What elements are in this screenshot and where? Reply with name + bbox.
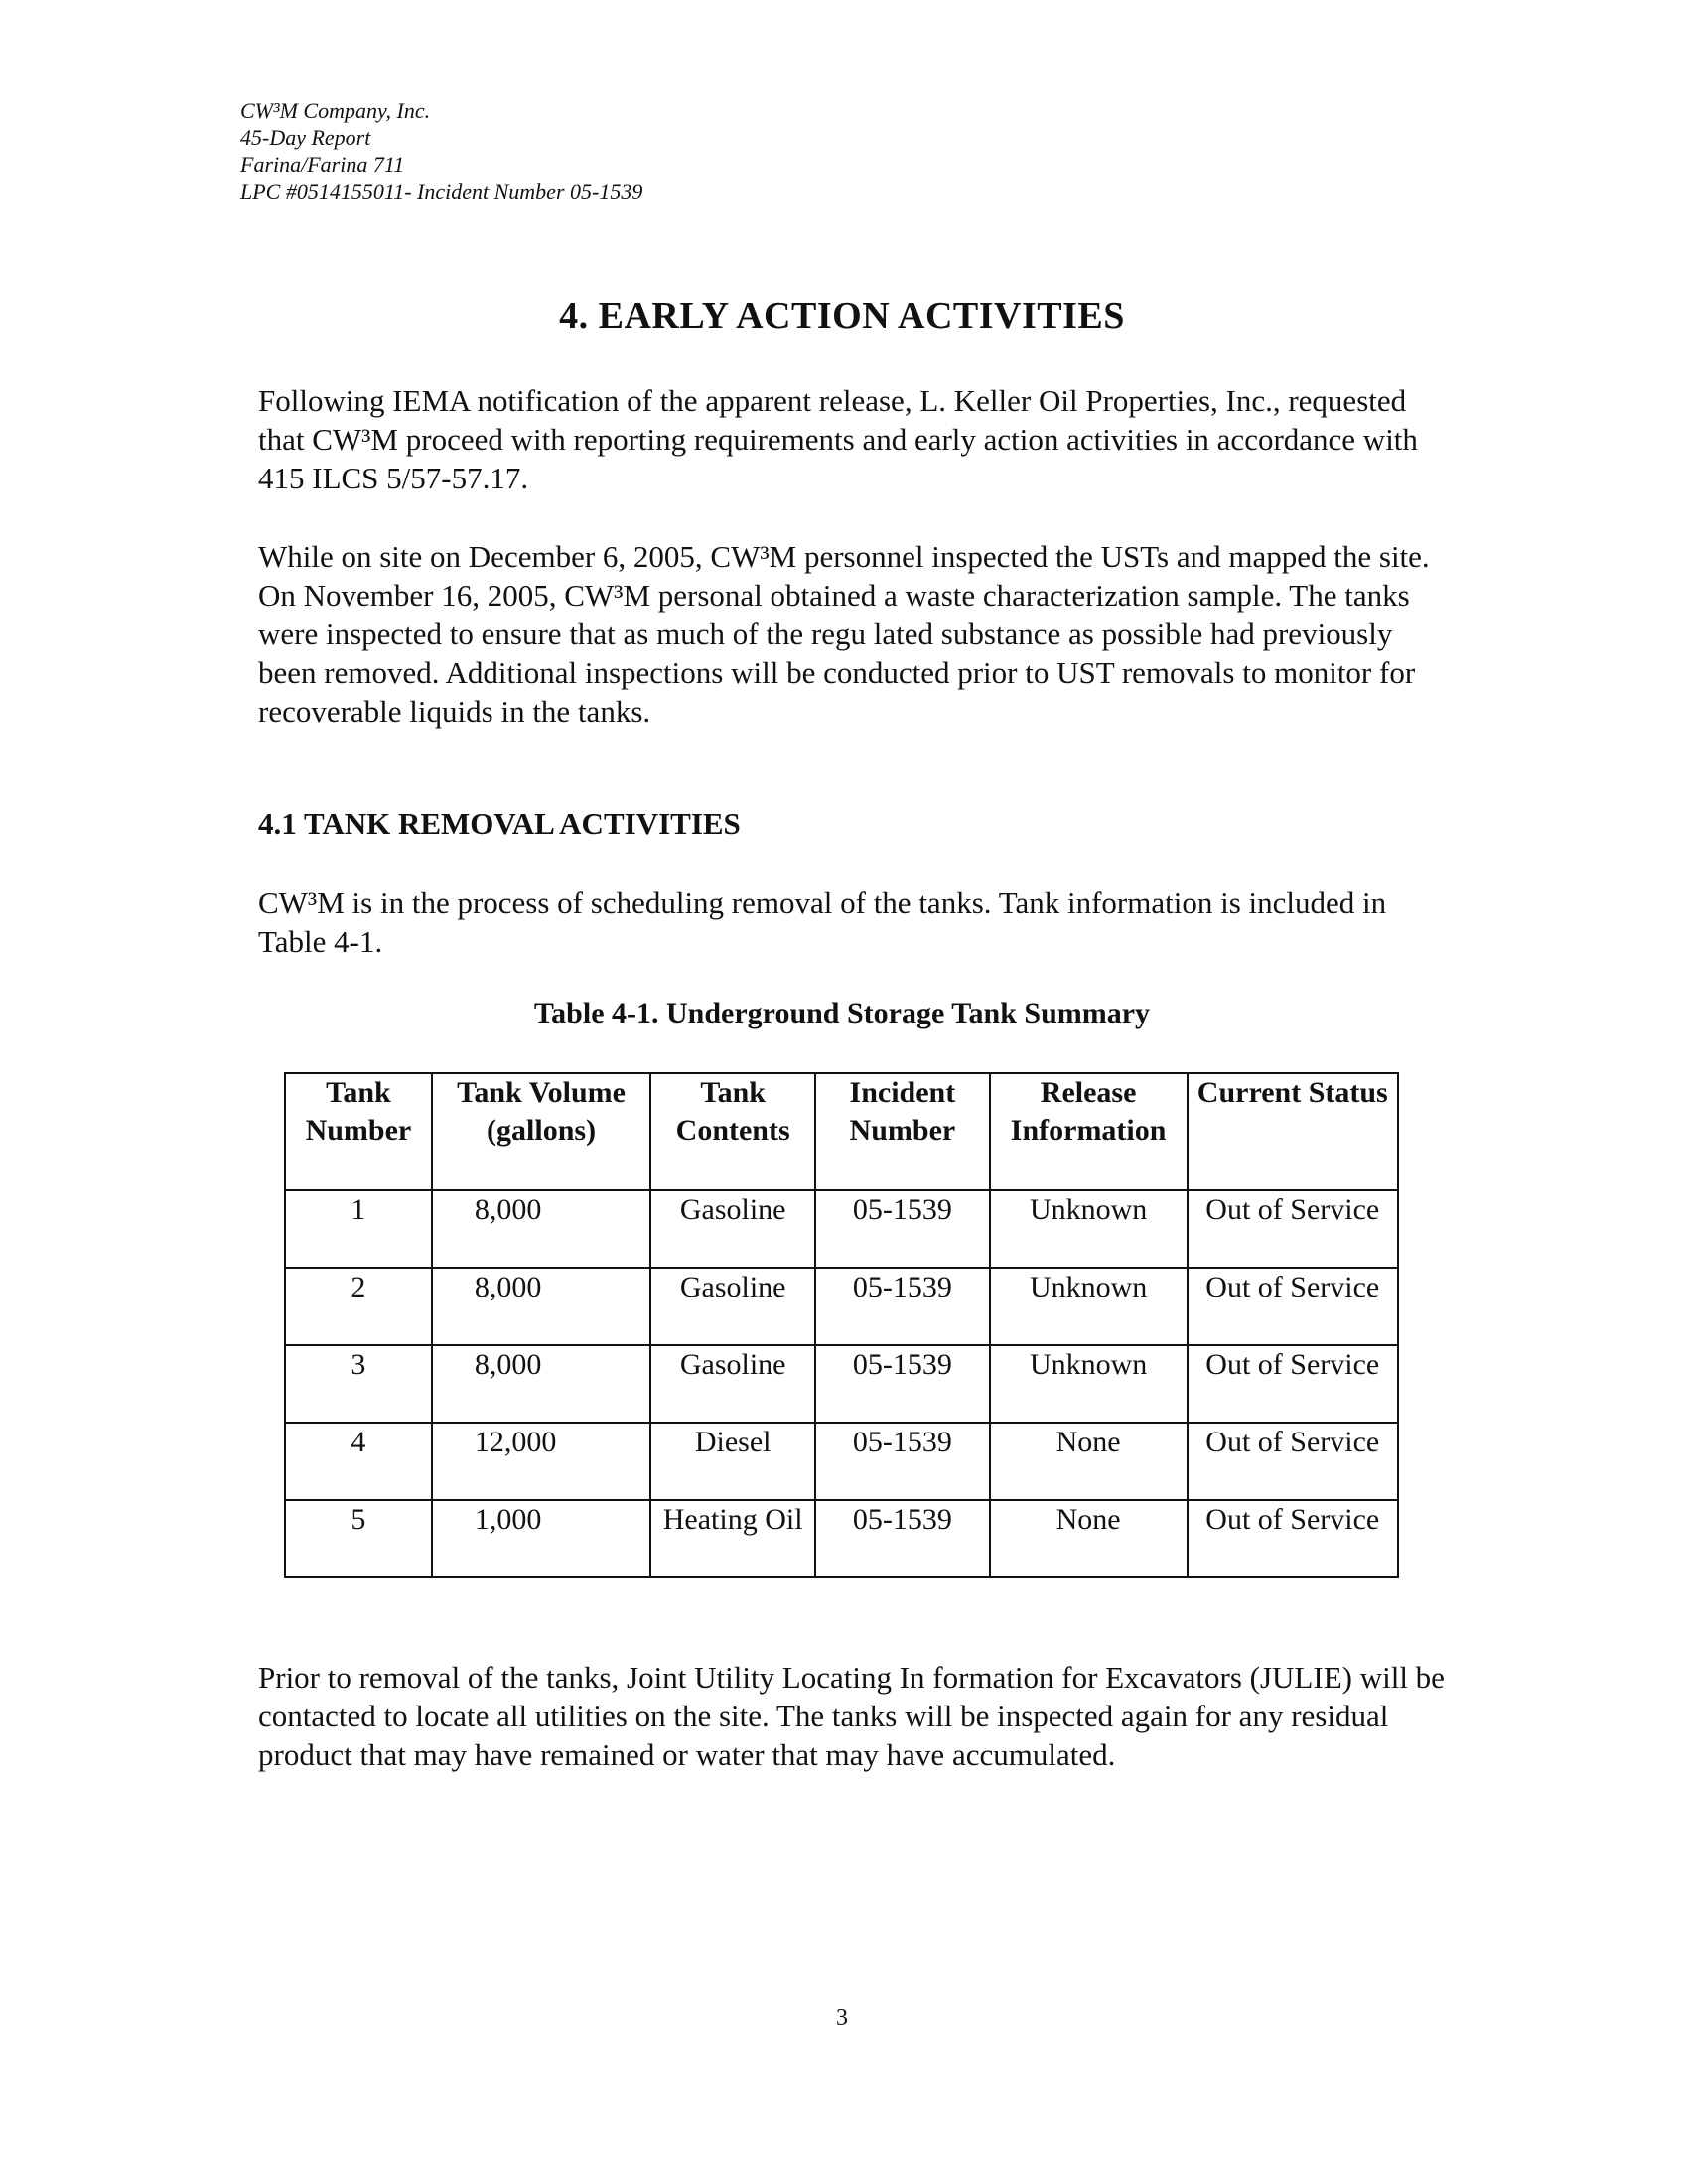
table-row <box>285 1500 1398 1577</box>
cell-tank-contents: Heating Oil <box>650 1500 815 1577</box>
cell-current-status: Out of Service <box>1188 1500 1398 1577</box>
cell-tank-number: 3 <box>285 1345 432 1423</box>
cell-tank-contents: Gasoline <box>650 1190 815 1268</box>
cell-incident-number: 05-1539 <box>815 1423 990 1500</box>
cell-release-information: None <box>990 1423 1188 1500</box>
page-number: 3 <box>836 2005 848 2031</box>
cell-tank-number: 2 <box>285 1268 432 1345</box>
cell-tank-number: 5 <box>285 1500 432 1577</box>
paragraph-notification: Following IEMA notification of the apparent release, L. Keller Oil Properties, Inc., requested that CW³M proceed with reporting requirements and early action activities in accordance with 415 ILCS 5/57-57.17. <box>258 383 1418 495</box>
paragraph-julie-contact: Prior to removal of the tanks, Joint Utility Locating In formation for Excavators (JULIE) will be contacted to locate all utilities on the site. The tanks will be inspected again for any residual product that may have remained or water that may have accumulated. <box>258 1660 1445 1772</box>
cell-tank-volume: 8,000 <box>432 1268 650 1345</box>
cell-tank-number: 1 <box>285 1190 432 1268</box>
table-row <box>285 1268 1398 1345</box>
cell-release-information: Unknown <box>990 1345 1188 1423</box>
cell-tank-contents: Diesel <box>650 1423 815 1500</box>
cell-tank-volume: 1,000 <box>432 1500 650 1577</box>
cell-current-status: Out of Service <box>1188 1345 1398 1423</box>
cell-incident-number: 05-1539 <box>815 1190 990 1268</box>
table-row <box>285 1423 1398 1500</box>
cell-tank-contents: Gasoline <box>650 1268 815 1345</box>
table-caption: Table 4-1. Underground Storage Tank Summary <box>533 997 1151 1029</box>
cell-tank-volume: 8,000 <box>432 1345 650 1423</box>
cell-release-information: None <box>990 1500 1188 1577</box>
table-row <box>285 1345 1398 1423</box>
cell-current-status: Out of Service <box>1188 1190 1398 1268</box>
paragraph-tank-removal: CW³M is in the process of scheduling removal of the tanks. Tank information is included in Table 4-1. <box>258 886 1387 959</box>
header-current-status: Current Status <box>1188 1073 1398 1190</box>
header-site: Farina/Farina 711 <box>240 152 405 177</box>
cell-release-information: Unknown <box>990 1268 1188 1345</box>
table-header-row <box>285 1073 1398 1190</box>
cell-incident-number: 05-1539 <box>815 1268 990 1345</box>
header-release-information: Release Information <box>990 1073 1188 1190</box>
subsection-title: 4.1 TANK REMOVAL ACTIVITIES <box>258 806 741 841</box>
cell-tank-contents: Gasoline <box>650 1345 815 1423</box>
cell-incident-number: 05-1539 <box>815 1345 990 1423</box>
cell-tank-number: 4 <box>285 1423 432 1500</box>
cell-current-status: Out of Service <box>1188 1423 1398 1500</box>
section-title: 4. EARLY ACTION ACTIVITIES <box>559 295 1125 337</box>
header-tank-volume: Tank Volume (gallons) <box>432 1073 650 1190</box>
cell-incident-number: 05-1539 <box>815 1500 990 1577</box>
header-incident-number: Incident Number <box>815 1073 990 1190</box>
header-incident: LPC #0514155011- Incident Number 05-1539 <box>240 179 643 204</box>
cell-release-information: Unknown <box>990 1190 1188 1268</box>
paragraph-site-inspection: While on site on December 6, 2005, CW³M personnel inspected the USTs and mapped the site. On November 16, 2005, CW³M personal obtained a waste characterization sample. The tanks were inspected to ensure that as much of the regu lated substance as possible had previously been removed. Additional inspections will be conducted prior to UST removals to monitor for recoverable liquids in the tanks. <box>258 539 1430 729</box>
header-company: CW³M Company, Inc. <box>240 98 431 123</box>
cell-tank-volume: 12,000 <box>432 1423 650 1500</box>
document-header <box>240 97 642 205</box>
header-report-type: 45-Day Report <box>240 125 371 150</box>
table-row <box>285 1190 1398 1268</box>
tank-summary-table <box>284 1072 1399 1578</box>
header-tank-number: Tank Number <box>285 1073 432 1190</box>
cell-tank-volume: 8,000 <box>432 1190 650 1268</box>
header-tank-contents: Tank Contents <box>650 1073 815 1190</box>
cell-current-status: Out of Service <box>1188 1268 1398 1345</box>
